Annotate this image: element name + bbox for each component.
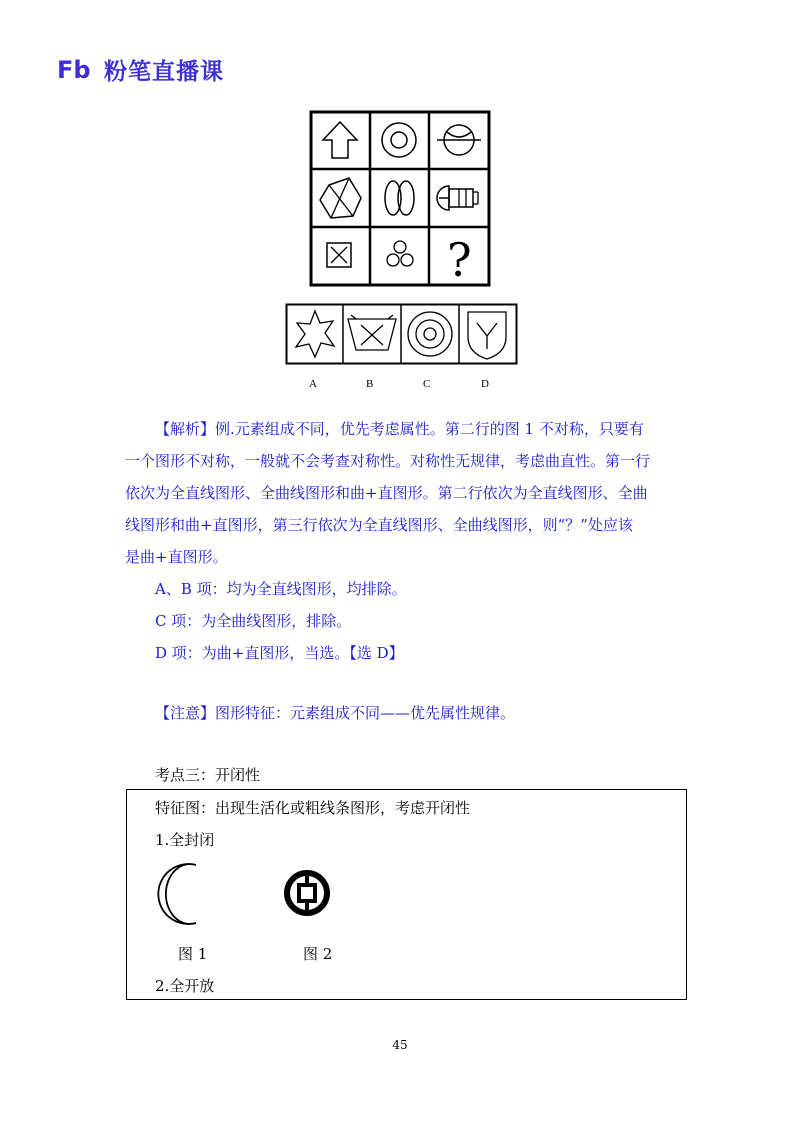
option-label-d: D [481, 378, 489, 390]
option-label-a: A [309, 378, 317, 390]
figure-2-caption: 图 2 [303, 945, 333, 963]
page-number: 45 [392, 1038, 408, 1052]
option-label-c: C [423, 378, 431, 390]
feature-text: 特征图：出现生活化或粗线条图形，考虑开闭性 [155, 799, 471, 817]
note-text: 【注意】图形特征：元素组成不同——优先属性规律。 [155, 704, 516, 722]
option-label-b: B [366, 378, 374, 390]
puzzle-grid [309, 110, 491, 287]
brand-name: 粉笔直播课 [104, 58, 224, 85]
item-fully-open: 2.全开放 [155, 977, 215, 995]
feature-box [126, 789, 687, 1000]
section-title: 考点三：开闭性 [155, 766, 261, 784]
option-c-text: C 项：为全曲线图形，排除。 [155, 612, 352, 630]
item-fully-closed: 1.全封闭 [155, 831, 215, 849]
analysis-line-3: 依次为全直线图形、全曲线图形和曲+直图形。第二行依次为全直线图形、全曲 [125, 484, 648, 502]
crescent-figure [152, 863, 204, 925]
options-row [285, 303, 518, 365]
analysis-line-1: 【解析】例.元素组成不同，优先考虑属性。第二行的图 1 不对称，只要有 [155, 420, 644, 438]
figure-1-caption: 图 1 [178, 945, 208, 963]
question-mark: ? [447, 233, 472, 287]
fb-logo-icon [56, 56, 96, 82]
logo-letters: Fb [57, 56, 91, 82]
analysis-line-4: 线图形和曲+直图形，第三行依次为全直线图形、全曲线图形，则“？”处应该 [125, 516, 633, 534]
option-ab-text: A、B 项：均为全直线图形，均排除。 [155, 580, 407, 598]
analysis-line-2: 一个图形不对称，一般就不会考查对称性。对称性无规律，考虑曲直性。第一行 [125, 452, 651, 470]
coin-figure [282, 867, 332, 919]
brand-logo [56, 54, 224, 84]
analysis-line-5: 是曲+直图形。 [125, 548, 228, 566]
option-d-text: D 项：为曲+直图形，当选。【选 D】 [155, 644, 404, 662]
